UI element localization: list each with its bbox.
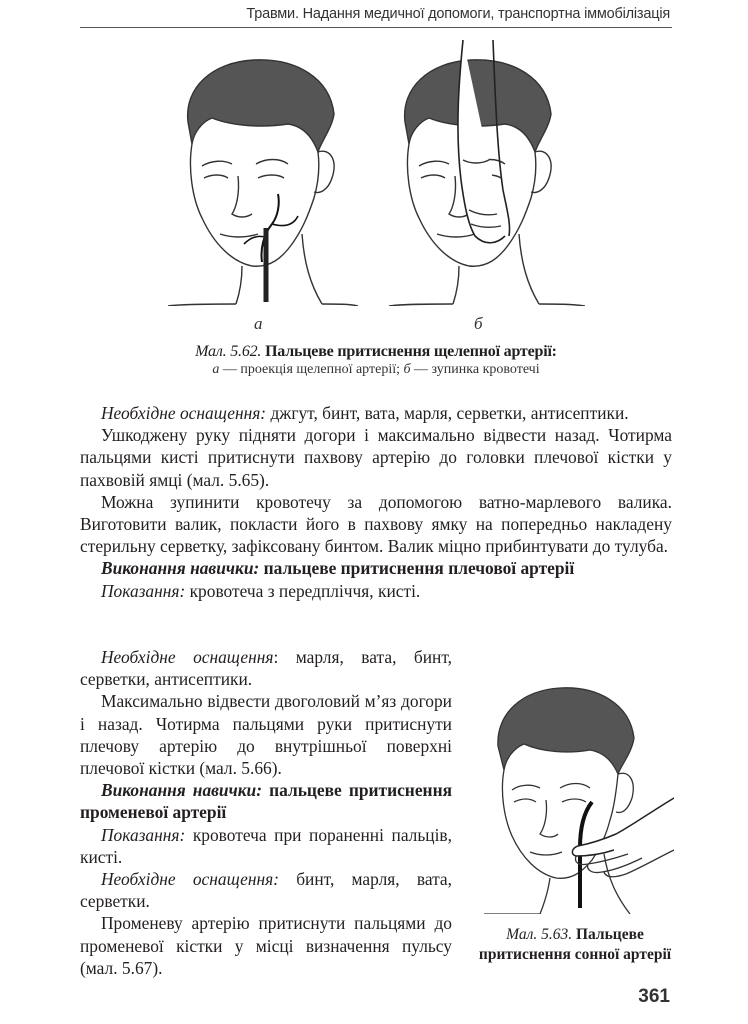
figure-label-a: а xyxy=(254,314,263,333)
paragraph-equipment-1 xyxy=(80,402,672,424)
skill-label: Виконання навички: xyxy=(101,558,260,579)
figure-5-62-number: Мал. 5.62. xyxy=(195,343,262,360)
skill-title: пальцеве притиснення плечової артерії xyxy=(259,558,575,579)
caption-key-b: б xyxy=(403,362,411,377)
paragraph-roll: Можна зупинити кровотечу за допомогою ватно-марлевого валика. Виготовити валик, покласти його в пахвову ямку на попередньо накладену стерильну серветку, зафіксовану бинтом. Валик міцно прибинтувати до тулуба. xyxy=(80,491,672,557)
equipment-text: : марля, вата, бинт, серветки, антисептики. xyxy=(80,647,453,690)
figure-5-62-b-illustration xyxy=(385,40,585,306)
body-text-narrow xyxy=(80,646,452,979)
figure-5-63-number: Мал. 5.63. xyxy=(506,926,573,943)
page-number: 361 xyxy=(638,986,670,1007)
paragraph-biceps: Максимально відвести двоголовий м’яз догори і назад. Чотирма пальцями руки притиснути плечову артерію до внутрішньої поверхні плечової кістки (мал. 5.66). xyxy=(80,691,452,779)
equipment-text: бинт, марля, вата, серветки. xyxy=(80,869,452,912)
figure-5-62-subcaption xyxy=(80,362,672,378)
paragraph-arm-raise: Ушкоджену руку підняти догори і максимально відвести назад. Чотирма пальцями кисті притиснути пахвову артерію до головки плечової кістки у пахвовій ямці (мал. 5.65). xyxy=(80,425,672,490)
equipment-text: джгут, бинт, вата, марля, серветки, антисептики. xyxy=(266,403,629,423)
skill-heading-radial xyxy=(80,779,452,823)
indication-1 xyxy=(80,580,672,602)
skill-heading-brachial xyxy=(80,557,672,579)
running-header: Травми. Надання медичної допомоги, транспортна іммобілізація xyxy=(246,6,670,22)
equipment-label: Необхідне оснащення xyxy=(101,647,274,667)
equipment-label: Необхідне оснащення: xyxy=(101,869,279,890)
equipment-label: Необхідне оснащення: xyxy=(101,403,267,423)
figure-5-63-illustration xyxy=(484,678,674,914)
caption-text-b: — зупинка кровотечі xyxy=(410,362,540,377)
figure-5-62-a-illustration xyxy=(162,48,358,306)
figure-5-63-title: Пальцеве притиснення сонної артерії xyxy=(478,926,672,963)
skill-title: пальцеве притиснення променевої артерії xyxy=(80,780,452,823)
equipment-2 xyxy=(80,646,452,690)
figure-5-63-caption xyxy=(478,925,672,965)
skill-label: Виконання навички: xyxy=(101,780,263,801)
figure-5-62-title: Пальцеве притиснення щелепної артерії: xyxy=(265,343,557,360)
indication-2 xyxy=(80,824,452,868)
indication-label: Показання: xyxy=(101,824,186,845)
indication-label: Показання: xyxy=(101,580,186,601)
caption-key-a: а xyxy=(212,362,220,377)
header-rule xyxy=(80,27,672,28)
indication-text: кровотеча при пораненні пальців, кисті. xyxy=(80,824,452,867)
body-text-wide xyxy=(80,402,672,602)
caption-text-a: — проекція щелепної артерії; xyxy=(219,362,404,377)
paragraph-radial: Променеву артерію притиснути пальцями до променевої кістки у місці визначення пульсу (мал. 5.67). xyxy=(80,913,452,978)
equipment-3 xyxy=(80,868,452,912)
figure-label-b: б xyxy=(474,314,483,333)
figure-5-62-caption xyxy=(80,343,672,361)
indication-text: кровотеча з передпліччя, кисті. xyxy=(185,580,421,601)
